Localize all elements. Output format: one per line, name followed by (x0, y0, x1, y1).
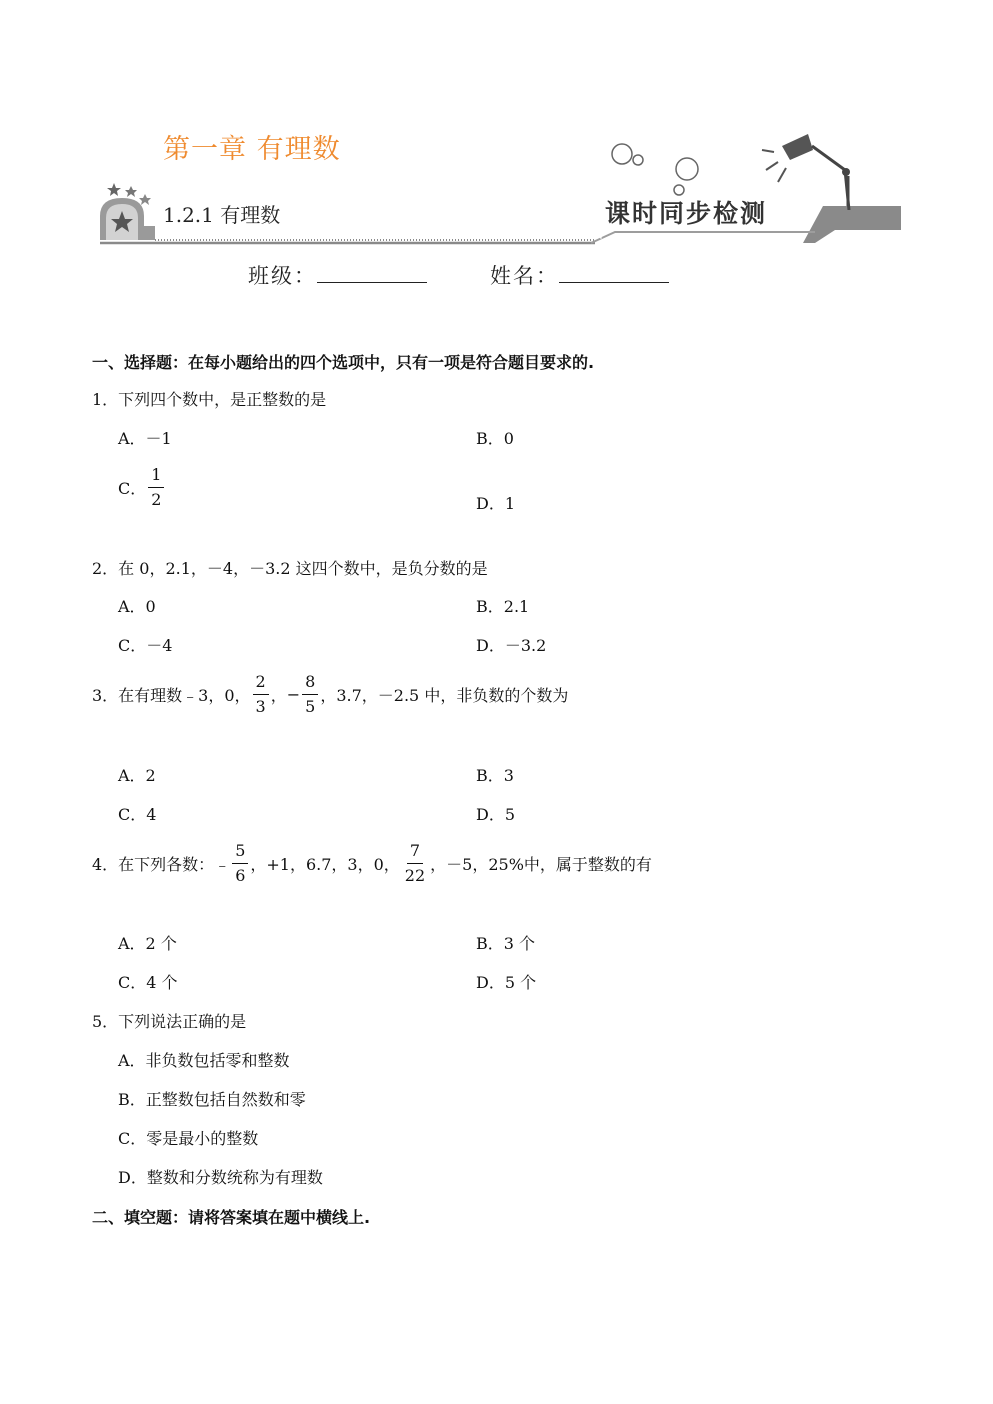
part1-heading: 一、选择题：在每小题给出的四个选项中，只有一项是符合题目要求的. (92, 353, 595, 372)
star-icon (125, 186, 137, 197)
q1-stem: 1．下列四个数中，是正整数的是 (92, 390, 327, 409)
q1-option-d: D．1 (476, 494, 516, 513)
q3-option-c: C．4 (118, 805, 157, 824)
q4-option-c: C．4 个 (118, 973, 178, 992)
class-blank[interactable] (317, 282, 427, 283)
q5-option-c: C．零是最小的整数 (118, 1129, 259, 1148)
q5-option-d: D．整数和分数统称为有理数 (118, 1168, 323, 1187)
q3-stem: 3．在有理数﹣3，0， $\frac{2}{3}$ ，− $\frac{8}{5}$ ，3.7，－2.5 中，非负数的个数为 (92, 672, 569, 716)
q2-option-d: D．－3.2 (476, 636, 547, 655)
q4-option-d: D．5 个 (476, 973, 537, 992)
q2-option-c: C．－4 (118, 636, 173, 655)
q4-option-b: B．3 个 (476, 934, 536, 953)
q2-stem: 2．在 0，2.1，－4，－3.2 这四个数中，是负分数的是 (92, 559, 488, 578)
q5-stem: 5．下列说法正确的是 (92, 1012, 247, 1031)
fraction: $\frac{1}{2}$ (148, 465, 164, 510)
star-icon (107, 183, 121, 196)
q4-option-a: A．2 个 (118, 934, 177, 953)
q3-option-a: A．2 (118, 766, 156, 785)
part2-heading: 二、填空题：请将答案填在题中横线上. (92, 1208, 371, 1227)
q1-option-a: A．－1 (118, 429, 172, 448)
fraction: $\frac{8}{5}$ (302, 672, 318, 717)
class-field (248, 260, 427, 290)
name-field (490, 260, 669, 290)
q5-option-b: B．正整数包括自然数和零 (118, 1090, 306, 1109)
star-icon (139, 194, 151, 205)
fraction: $\frac{2}{3}$ (253, 672, 269, 717)
section-title: 1.2.1 有理数 (163, 203, 281, 227)
bubble-icon (676, 158, 698, 180)
bubble-icon (633, 155, 643, 165)
q2-option-b: B．2.1 (476, 597, 530, 616)
bubble-icon (612, 144, 632, 164)
q1-option-c: C． $\frac{1}{2}$ (118, 465, 166, 510)
name-label: 姓名： (490, 264, 559, 288)
q5-option-a: A．非负数包括零和整数 (118, 1051, 290, 1070)
q4-stem: 4．在下列各数：﹣ $\frac{5}{6}$ ，+1，6.7，3，0， $\frac{7}{22}$ ，－5，25%中，属于整数的有 (92, 841, 652, 885)
fraction: $\frac{7}{22}$ (404, 841, 426, 885)
q1-option-b: B．0 (476, 429, 514, 448)
class-label: 班级： (248, 264, 317, 288)
fraction: $\frac{5}{6}$ (232, 841, 248, 886)
name-blank[interactable] (559, 282, 669, 283)
chapter-title: 第一章 有理数 (163, 134, 341, 165)
q2-option-a: A．0 (118, 597, 156, 616)
desk-lamp-icon (762, 134, 850, 210)
q3-option-d: D．5 (476, 805, 516, 824)
q3-option-b: B．3 (476, 766, 514, 785)
brand-title: 课时同步检测 (605, 199, 768, 228)
